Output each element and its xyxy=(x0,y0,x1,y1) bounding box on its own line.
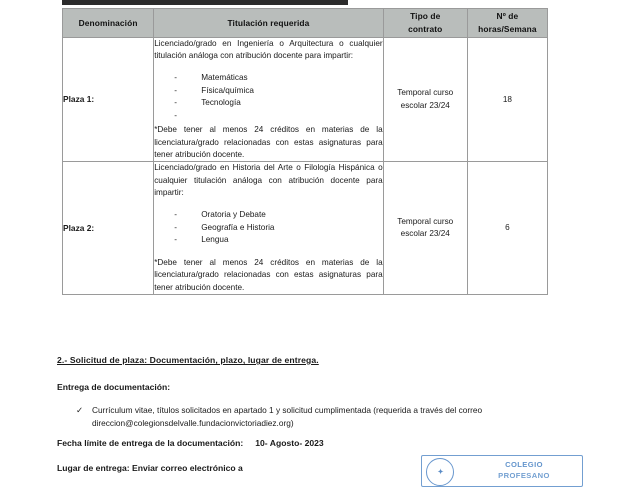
cell-horas-semana: 18 xyxy=(467,38,547,162)
place-of-delivery-line: Lugar de entrega: Enviar correo electrónico a xyxy=(57,463,243,473)
documentation-bullet-text: Currículum vitae, títulos solicitados en apartado 1 y solicitud cumplimentada (requerida a través del correo direccion@colegionsdelvalle.fundacionvictoriadiez.org) xyxy=(91,405,483,428)
stamp-line-1: COLEGIO xyxy=(505,460,543,469)
tipo-contrato-line1: Temporal curso xyxy=(397,88,454,98)
column-header-tipo-contrato-line2: contrato xyxy=(408,24,443,34)
column-header-horas-semana-line1: Nº de xyxy=(496,11,519,22)
list-item: - Lengua xyxy=(174,234,382,247)
deadline-label: Fecha límite de entrega de la documentación: xyxy=(57,438,244,448)
tipo-contrato-line2: escolar 23/24 xyxy=(400,229,450,239)
column-header-denominacion: Denominación xyxy=(63,9,154,38)
deadline-value: 10- Agosto- 2023 xyxy=(255,438,324,448)
cell-titulacion xyxy=(154,162,383,295)
column-header-titulacion: Titulación requerida xyxy=(154,9,383,38)
stamp-emblem-icon: ✦ xyxy=(426,458,454,486)
titulacion-note: *Debe tener al menos 24 créditos en materias de la licenciatura/grado relacionadas con estas asignaturas para tener atribución docente. xyxy=(154,125,383,159)
cell-horas-semana: 6 xyxy=(467,162,547,295)
cell-denominacion: Plaza 2: xyxy=(63,162,154,295)
list-item: - Matemáticas xyxy=(174,72,382,85)
list-item: - Oratoria y Debate xyxy=(174,209,382,222)
stamp-line-2: PROFESANO xyxy=(498,471,550,480)
table-row xyxy=(63,38,548,162)
official-stamp xyxy=(421,455,583,487)
stamp-text xyxy=(470,459,578,481)
tipo-contrato-line1: Temporal curso xyxy=(397,217,454,227)
requirements-table xyxy=(62,8,548,295)
cell-tipo-contrato xyxy=(383,162,467,295)
column-header-horas-semana-line2: horas/Semana xyxy=(478,24,537,34)
list-item xyxy=(174,110,382,121)
column-header-horas-semana xyxy=(467,9,547,38)
section-heading: 2.- Solicitud de plaza: Documentación, plazo, lugar de entrega. xyxy=(57,355,319,365)
subject-list xyxy=(154,72,382,121)
column-header-tipo-contrato xyxy=(383,9,467,38)
column-header-tipo-contrato-line1: Tipo de xyxy=(410,11,441,22)
scan-artifact-bar xyxy=(62,0,348,5)
tipo-contrato-line2: escolar 23/24 xyxy=(400,100,450,110)
deadline-line xyxy=(57,438,324,448)
list-item: - Física/química xyxy=(174,85,382,98)
delivery-heading: Entrega de documentación: xyxy=(57,382,171,392)
titulacion-note: *Debe tener al menos 24 créditos en materias de la licenciatura/grado relacionadas con estas asignaturas para tener atribución docente. xyxy=(154,257,383,292)
checkmark-icon: ✓ xyxy=(76,405,83,415)
table-header-row xyxy=(63,9,548,38)
list-item: - Tecnología xyxy=(174,97,382,110)
cell-denominacion: Plaza 1: xyxy=(63,38,154,162)
table-row xyxy=(63,162,548,295)
cell-titulacion xyxy=(154,38,383,162)
titulacion-intro: Licenciado/grado en Historia del Arte o Filología Hispánica o cualquier titulación análoga con atribución docente para impartir: xyxy=(154,163,383,198)
documentation-bullet xyxy=(76,404,591,430)
titulacion-intro: Licenciado/grado en Ingeniería o Arquitectura o cualquier titulación análoga con atribución docente para impartir: xyxy=(154,39,383,61)
subject-list xyxy=(154,209,382,247)
list-item: - Geografía e Historia xyxy=(174,222,382,235)
cell-tipo-contrato xyxy=(383,38,467,162)
